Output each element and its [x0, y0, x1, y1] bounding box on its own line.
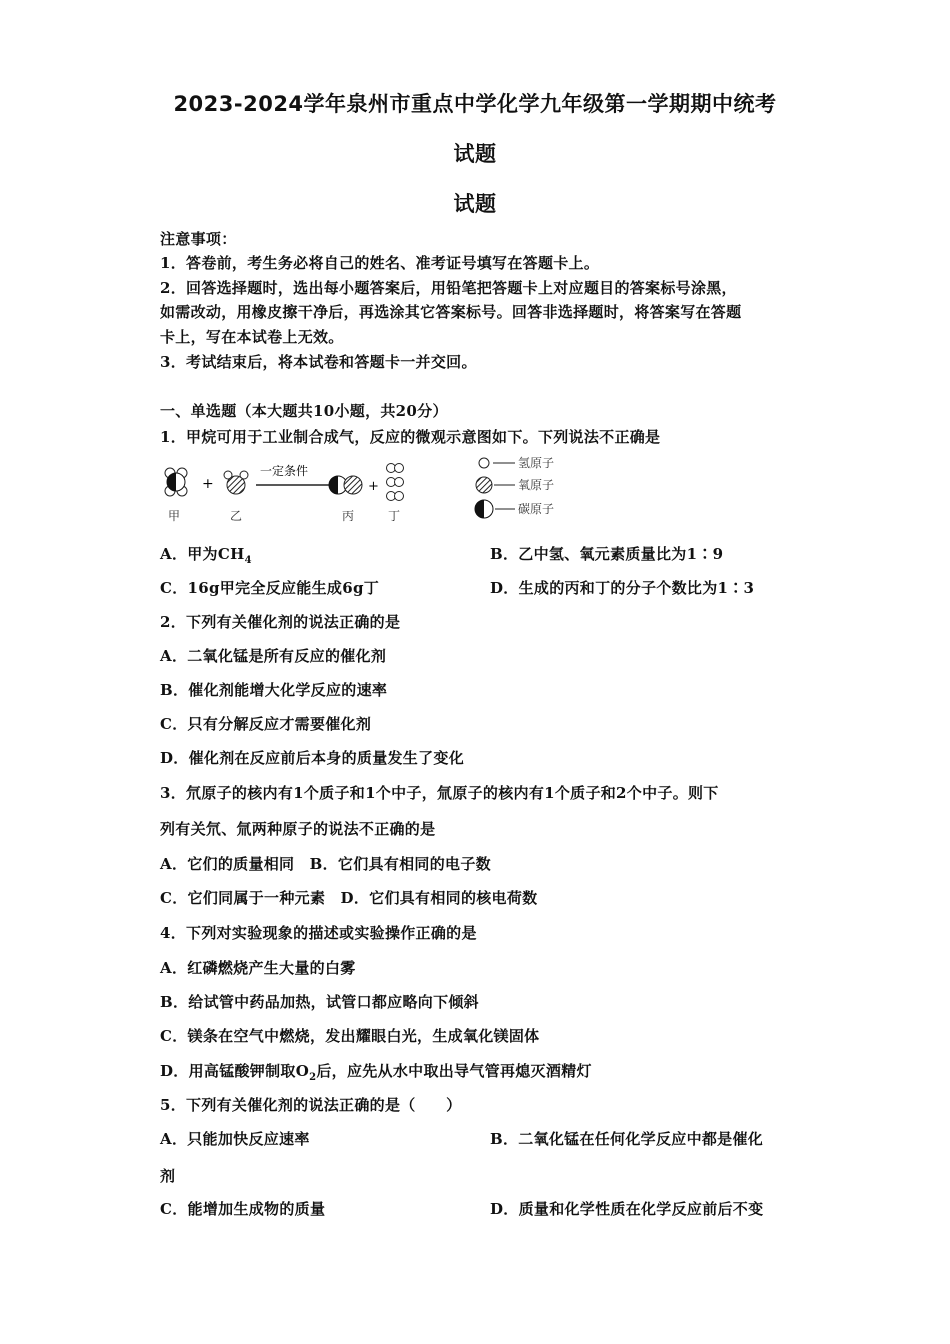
- reaction-condition: 一定条件: [260, 464, 309, 478]
- q5-option-b: B．二氧化锰在任何化学反应中都是催化: [490, 1130, 764, 1148]
- co-molecule: [329, 476, 362, 494]
- q1-option-d: D．生成的丙和丁的分子个数比为1∶3: [490, 579, 755, 597]
- notice-item: 2．回答选择题时，选出每小题答案后，用铅笔把答题卡上对应题目的答案标号涂黑，: [160, 279, 737, 297]
- q5-option-c: C．能增加生成物的质量: [160, 1200, 326, 1218]
- q4-option-d: D．用高锰酸钾制取$O_2$后，应先从水中取出导气管再熄灭酒精灯: [160, 1062, 592, 1083]
- q4-option-b: B．给试管中药品加热，试管口都应略向下倾斜: [160, 993, 479, 1011]
- plus-sign: +: [202, 476, 214, 492]
- section-heading: 一、单选题（本大题共10小题，共20分）: [160, 402, 448, 420]
- q2-stem: 2．下列有关催化剂的说法正确的是: [160, 613, 401, 631]
- q4-option-a: A．红磷燃烧产生大量的白雾: [160, 959, 356, 977]
- exam-title-line2: 试题: [453, 142, 497, 166]
- notice-item: 3．考试结束后，将本试卷和答题卡一并交回。: [160, 353, 477, 371]
- q2-option-c: C．只有分解反应才需要催化剂: [160, 715, 372, 733]
- q5-option-a: A．只能加快反应速率: [160, 1130, 310, 1148]
- q1-option-c: C．16g甲完全反应能生成6g丁: [160, 579, 380, 597]
- label-bing: 丙: [342, 509, 355, 523]
- q3-options-cd: C．它们同属于一种元素 D．它们具有相同的核电荷数: [160, 889, 538, 907]
- legend-hydrogen: 氢原子: [518, 456, 555, 470]
- q1-stem: 1．甲烷可用于工业制合成气，反应的微观示意图如下。下列说法不正确是: [160, 428, 661, 446]
- exam-title-line3: 试题: [453, 192, 497, 216]
- q5-stem: 5．下列有关催化剂的说法正确的是（ ）: [160, 1096, 462, 1114]
- notice-item: 如需改动，用橡皮擦干净后，再选涂其它答案标号。回答非选择题时，将答案写在答题: [160, 303, 742, 321]
- q4-stem: 4．下列对实验现象的描述或实验操作正确的是: [160, 924, 477, 942]
- q5-option-b-continued: 剂: [160, 1167, 176, 1185]
- legend-oxygen: 氧原子: [518, 478, 555, 492]
- reaction-diagram: [158, 455, 578, 525]
- methane-molecule: [165, 468, 187, 496]
- q1-option-b: B．乙中氢、氧元素质量比为1∶9: [490, 545, 724, 563]
- notice-item: 卡上，写在本试卷上无效。: [160, 328, 344, 346]
- q1-option-a: A．甲为$CH_4$: [160, 545, 252, 566]
- water-molecule: [224, 471, 248, 494]
- q3-stem-line2: 列有关氘、氚两种原子的说法不正确的是: [160, 820, 436, 838]
- q3-options-ab: A．它们的质量相同 B．它们具有相同的电子数: [160, 855, 491, 873]
- label-jia: 甲: [168, 509, 181, 523]
- q4-option-c: C．镁条在空气中燃烧，发出耀眼白光，生成氧化镁固体: [160, 1027, 540, 1045]
- q2-option-d: D．催化剂在反应前后本身的质量发生了变化: [160, 749, 465, 767]
- notice-heading: 注意事项：: [160, 230, 237, 248]
- label-ding: 丁: [388, 509, 401, 523]
- plus-sign: +: [368, 479, 379, 494]
- label-yi: 乙: [230, 509, 243, 523]
- hydrogen-molecules: [387, 464, 404, 501]
- diagram-legend: [475, 456, 554, 518]
- q2-option-a: A．二氧化锰是所有反应的催化剂: [160, 647, 387, 665]
- notice-item: 1．答卷前，考生务必将自己的姓名、准考证号填写在答题卡上。: [160, 254, 600, 272]
- q2-option-b: B．催化剂能增大化学反应的速率: [160, 681, 388, 699]
- q5-option-d: D．质量和化学性质在化学反应前后不变: [490, 1200, 764, 1218]
- legend-carbon: 碳原子: [518, 502, 555, 516]
- exam-title-line1: 2023-2024学年泉州市重点中学化学九年级第一学期期中统考: [173, 92, 777, 116]
- q3-stem-line1: 3．氘原子的核内有1个质子和1个中子，氚原子的核内有1个质子和2个中子。则下: [160, 784, 719, 802]
